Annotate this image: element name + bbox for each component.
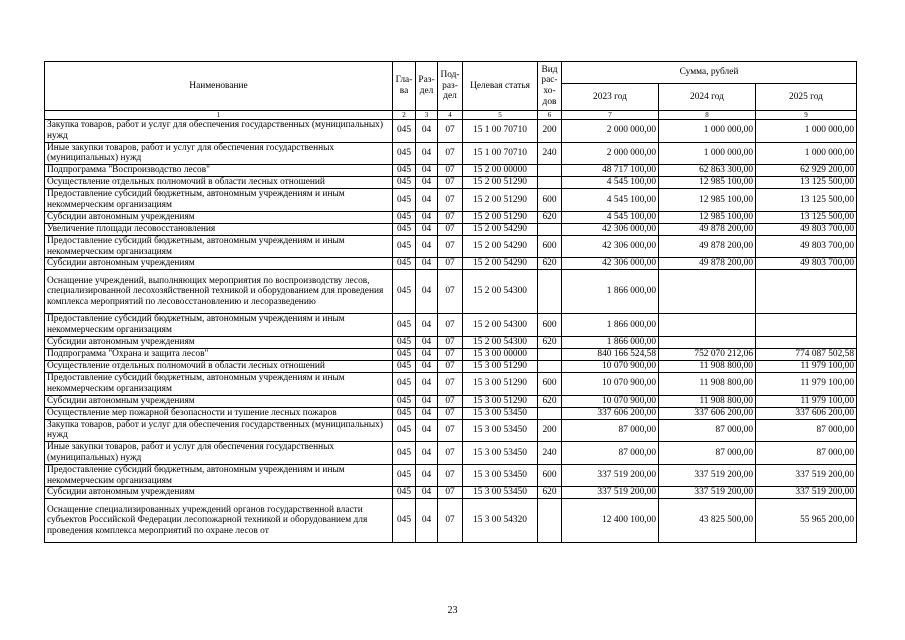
- row-target-article: 15 2 00 54300: [463, 270, 538, 314]
- row-razdel: 04: [416, 211, 438, 223]
- row-glava: 045: [393, 258, 416, 270]
- row-target-article: 15 3 00 53450: [463, 407, 538, 419]
- row-target-article: 15 3 00 53450: [463, 464, 538, 487]
- row-sum-2025: 337 519 200,00: [756, 464, 857, 487]
- row-glava: 045: [393, 360, 416, 372]
- table-row: [45, 464, 857, 487]
- row-razdel: 04: [416, 165, 438, 177]
- table-row: [45, 407, 857, 419]
- row-target-article: 15 2 00 51290: [463, 189, 538, 212]
- row-glava: 045: [393, 235, 416, 258]
- row-razdel: 04: [416, 487, 438, 499]
- row-expense-type: 620: [538, 487, 562, 499]
- row-target-article: 15 2 00 54300: [463, 314, 538, 337]
- row-sum-2024: 49 878 200,00: [659, 258, 756, 270]
- row-expense-type: 200: [538, 120, 562, 143]
- row-razdel: 04: [416, 314, 438, 337]
- row-sum-2024: 49 878 200,00: [659, 223, 756, 235]
- row-razdel: 04: [416, 270, 438, 314]
- row-sum-2025: 1 000 000,00: [756, 120, 857, 143]
- row-sum-2024: 752 070 212,06: [659, 348, 756, 360]
- row-sum-2023: 840 166 524,58: [562, 348, 659, 360]
- row-razdel: 04: [416, 372, 438, 395]
- row-podrazdel: 07: [438, 235, 463, 258]
- row-sum-2023: 10 070 900,00: [562, 395, 659, 407]
- row-sum-2025: [756, 270, 857, 314]
- row-razdel: 04: [416, 177, 438, 189]
- row-podrazdel: 07: [438, 360, 463, 372]
- row-sum-2023: 4 545 100,00: [562, 211, 659, 223]
- row-expense-type: 620: [538, 395, 562, 407]
- row-target-article: 15 1 00 70710: [463, 120, 538, 143]
- column-number: 5: [463, 111, 538, 120]
- row-sum-2025: 55 965 200,00: [756, 499, 857, 543]
- row-expense-type: 600: [538, 314, 562, 337]
- table-row: [45, 314, 857, 337]
- header-row-top: [45, 62, 857, 84]
- table-row: [45, 442, 857, 465]
- table-row: [45, 223, 857, 235]
- header-year-2023: 2023 год: [562, 84, 659, 111]
- row-razdel: 04: [416, 336, 438, 348]
- table-row: [45, 211, 857, 223]
- column-number: 6: [538, 111, 562, 120]
- row-sum-2024: 12 985 100,00: [659, 177, 756, 189]
- table-row: [45, 372, 857, 395]
- row-target-article: 15 3 00 53450: [463, 487, 538, 499]
- row-sum-2024: 337 519 200,00: [659, 464, 756, 487]
- header-vid: Вид рас-хо-дов: [538, 62, 562, 111]
- row-expense-type: [538, 177, 562, 189]
- header-target: Целевая статья: [463, 62, 538, 111]
- row-sum-2023: 87 000,00: [562, 419, 659, 442]
- row-sum-2023: 1 866 000,00: [562, 336, 659, 348]
- table-row: [45, 336, 857, 348]
- row-sum-2023: 1 866 000,00: [562, 314, 659, 337]
- row-sum-2023: 87 000,00: [562, 442, 659, 465]
- row-podrazdel: 07: [438, 177, 463, 189]
- row-podrazdel: 07: [438, 499, 463, 543]
- row-sum-2023: 4 545 100,00: [562, 177, 659, 189]
- row-target-article: 15 3 00 53450: [463, 419, 538, 442]
- row-sum-2023: 1 866 000,00: [562, 270, 659, 314]
- row-glava: 045: [393, 223, 416, 235]
- column-number: 3: [416, 111, 438, 120]
- row-name: Предоставление субсидий бюджетным, автономным учреждениям и иным некоммерческим организациям: [45, 235, 393, 258]
- column-number: 8: [659, 111, 756, 120]
- row-sum-2025: 11 979 100,00: [756, 395, 857, 407]
- row-expense-type: [538, 223, 562, 235]
- row-sum-2025: 13 125 500,00: [756, 211, 857, 223]
- row-glava: 045: [393, 314, 416, 337]
- row-sum-2023: 42 306 000,00: [562, 258, 659, 270]
- row-glava: 045: [393, 142, 416, 165]
- row-sum-2023: 10 070 900,00: [562, 360, 659, 372]
- row-expense-type: 240: [538, 442, 562, 465]
- row-podrazdel: 07: [438, 407, 463, 419]
- row-expense-type: [538, 270, 562, 314]
- table-row: [45, 395, 857, 407]
- row-expense-type: [538, 348, 562, 360]
- row-glava: 045: [393, 270, 416, 314]
- budget-table: [44, 61, 857, 543]
- row-podrazdel: 07: [438, 270, 463, 314]
- row-sum-2023: 4 545 100,00: [562, 189, 659, 212]
- table-row: [45, 360, 857, 372]
- row-razdel: 04: [416, 258, 438, 270]
- row-sum-2024: 12 985 100,00: [659, 189, 756, 212]
- row-razdel: 04: [416, 223, 438, 235]
- row-podrazdel: 07: [438, 487, 463, 499]
- row-sum-2023: 337 519 200,00: [562, 464, 659, 487]
- row-target-article: 15 2 00 54300: [463, 336, 538, 348]
- column-number: 9: [756, 111, 857, 120]
- row-name: Предоставление субсидий бюджетным, автономным учреждениям и иным некоммерческим организациям: [45, 464, 393, 487]
- table-row: [45, 177, 857, 189]
- row-sum-2024: 43 825 500,00: [659, 499, 756, 543]
- row-sum-2023: 10 070 900,00: [562, 372, 659, 395]
- row-expense-type: [538, 499, 562, 543]
- row-target-article: 15 3 00 51290: [463, 372, 538, 395]
- row-glava: 045: [393, 487, 416, 499]
- table-row: [45, 487, 857, 499]
- row-target-article: 15 3 00 51290: [463, 360, 538, 372]
- row-expense-type: 600: [538, 189, 562, 212]
- row-razdel: 04: [416, 360, 438, 372]
- row-sum-2025: 337 606 200,00: [756, 407, 857, 419]
- header-year-2024: 2024 год: [659, 84, 756, 111]
- row-sum-2024: 49 878 200,00: [659, 235, 756, 258]
- header-row-numbers: [45, 111, 857, 120]
- row-glava: 045: [393, 211, 416, 223]
- row-sum-2025: 337 519 200,00: [756, 487, 857, 499]
- row-sum-2024: 11 908 800,00: [659, 372, 756, 395]
- row-expense-type: 600: [538, 372, 562, 395]
- row-podrazdel: 07: [438, 120, 463, 143]
- budget-table-container: [44, 61, 856, 543]
- row-expense-type: 200: [538, 419, 562, 442]
- row-glava: 045: [393, 336, 416, 348]
- row-sum-2024: [659, 314, 756, 337]
- row-name: Закупка товаров, работ и услуг для обеспечения государственных (муниципальных) нужд: [45, 419, 393, 442]
- header-name: Наименование: [45, 62, 393, 111]
- row-expense-type: [538, 165, 562, 177]
- row-podrazdel: 07: [438, 189, 463, 212]
- column-number: 7: [562, 111, 659, 120]
- row-name: Подпрограмма "Охрана и защита лесов": [45, 348, 393, 360]
- row-sum-2025: 87 000,00: [756, 442, 857, 465]
- row-glava: 045: [393, 177, 416, 189]
- row-expense-type: [538, 360, 562, 372]
- row-razdel: 04: [416, 499, 438, 543]
- row-name: Субсидии автономным учреждениям: [45, 336, 393, 348]
- row-sum-2024: [659, 270, 756, 314]
- row-target-article: 15 2 00 51290: [463, 211, 538, 223]
- row-razdel: 04: [416, 348, 438, 360]
- table-row: [45, 120, 857, 143]
- row-name: Субсидии автономным учреждениям: [45, 487, 393, 499]
- column-number: 2: [393, 111, 416, 120]
- table-row: [45, 270, 857, 314]
- row-sum-2025: 11 979 100,00: [756, 360, 857, 372]
- row-target-article: 15 3 00 54320: [463, 499, 538, 543]
- header-glava: Гла-ва: [393, 62, 416, 111]
- row-sum-2024: 62 863 300,00: [659, 165, 756, 177]
- row-sum-2025: [756, 336, 857, 348]
- row-name: Осуществление отдельных полномочий в области лесных отношений: [45, 360, 393, 372]
- row-sum-2024: 1 000 000,00: [659, 120, 756, 143]
- table-body: [45, 120, 857, 543]
- row-target-article: 15 2 00 54290: [463, 235, 538, 258]
- row-sum-2024: [659, 336, 756, 348]
- row-sum-2025: 11 979 100,00: [756, 372, 857, 395]
- row-name: Предоставление субсидий бюджетным, автономным учреждениям и иным некоммерческим организациям: [45, 189, 393, 212]
- row-sum-2023: 337 606 200,00: [562, 407, 659, 419]
- row-podrazdel: 07: [438, 258, 463, 270]
- row-glava: 045: [393, 348, 416, 360]
- row-razdel: 04: [416, 189, 438, 212]
- row-sum-2023: 2 000 000,00: [562, 142, 659, 165]
- row-podrazdel: 07: [438, 223, 463, 235]
- row-podrazdel: 07: [438, 211, 463, 223]
- row-razdel: 04: [416, 419, 438, 442]
- row-glava: 045: [393, 120, 416, 143]
- row-razdel: 04: [416, 120, 438, 143]
- row-expense-type: 600: [538, 464, 562, 487]
- row-podrazdel: 07: [438, 442, 463, 465]
- row-sum-2024: 337 606 200,00: [659, 407, 756, 419]
- row-razdel: 04: [416, 464, 438, 487]
- row-expense-type: 600: [538, 235, 562, 258]
- row-target-article: 15 3 00 53450: [463, 442, 538, 465]
- row-podrazdel: 07: [438, 419, 463, 442]
- row-razdel: 04: [416, 142, 438, 165]
- row-podrazdel: 07: [438, 464, 463, 487]
- row-expense-type: 620: [538, 258, 562, 270]
- row-razdel: 04: [416, 395, 438, 407]
- column-number: 1: [45, 111, 393, 120]
- row-sum-2023: 12 400 100,00: [562, 499, 659, 543]
- row-sum-2024: 11 908 800,00: [659, 395, 756, 407]
- header-sum: Сумма, рублей: [562, 62, 857, 84]
- row-name: Осуществление отдельных полномочий в области лесных отношений: [45, 177, 393, 189]
- row-glava: 045: [393, 442, 416, 465]
- row-name: Осуществление мер пожарной безопасности и тушение лесных пожаров: [45, 407, 393, 419]
- row-expense-type: 620: [538, 336, 562, 348]
- row-sum-2025: 49 803 700,00: [756, 235, 857, 258]
- row-razdel: 04: [416, 235, 438, 258]
- row-name: Субсидии автономным учреждениям: [45, 211, 393, 223]
- row-sum-2024: 87 000,00: [659, 442, 756, 465]
- row-sum-2025: 13 125 500,00: [756, 177, 857, 189]
- row-glava: 045: [393, 464, 416, 487]
- row-expense-type: [538, 407, 562, 419]
- row-razdel: 04: [416, 407, 438, 419]
- table-row: [45, 142, 857, 165]
- row-glava: 045: [393, 419, 416, 442]
- header-razdel: Раз-дел: [416, 62, 438, 111]
- row-sum-2024: 1 000 000,00: [659, 142, 756, 165]
- row-podrazdel: 07: [438, 395, 463, 407]
- row-sum-2025: 62 929 200,00: [756, 165, 857, 177]
- row-sum-2023: 337 519 200,00: [562, 487, 659, 499]
- row-name: Предоставление субсидий бюджетным, автономным учреждениям и иным некоммерческим организациям: [45, 372, 393, 395]
- row-sum-2024: 337 519 200,00: [659, 487, 756, 499]
- row-glava: 045: [393, 499, 416, 543]
- row-name: Иные закупки товаров, работ и услуг для обеспечения государственных (муниципальных) нужд: [45, 442, 393, 465]
- row-glava: 045: [393, 372, 416, 395]
- row-name: Закупка товаров, работ и услуг для обеспечения государственных (муниципальных) нужд: [45, 120, 393, 143]
- table-row: [45, 235, 857, 258]
- row-name: Подпрограмма "Воспроизводство лесов": [45, 165, 393, 177]
- row-sum-2025: 1 000 000,00: [756, 142, 857, 165]
- row-target-article: 15 2 00 00000: [463, 165, 538, 177]
- row-sum-2023: 42 306 000,00: [562, 235, 659, 258]
- header-podrazdel: Под-раз-дел: [438, 62, 463, 111]
- row-name: Увеличение площади лесовосстановления: [45, 223, 393, 235]
- row-podrazdel: 07: [438, 142, 463, 165]
- row-sum-2025: 49 803 700,00: [756, 258, 857, 270]
- row-glava: 045: [393, 189, 416, 212]
- row-podrazdel: 07: [438, 336, 463, 348]
- header-year-2025: 2025 год: [756, 84, 857, 111]
- table-row: [45, 189, 857, 212]
- row-target-article: 15 3 00 00000: [463, 348, 538, 360]
- row-podrazdel: 07: [438, 314, 463, 337]
- row-sum-2024: 12 985 100,00: [659, 211, 756, 223]
- row-name: Субсидии автономным учреждениям: [45, 258, 393, 270]
- column-number: 4: [438, 111, 463, 120]
- row-target-article: 15 2 00 54290: [463, 223, 538, 235]
- row-name: Субсидии автономным учреждениям: [45, 395, 393, 407]
- row-sum-2023: 2 000 000,00: [562, 120, 659, 143]
- row-name: Предоставление субсидий бюджетным, автономным учреждениям и иным некоммерческим организациям: [45, 314, 393, 337]
- row-sum-2024: 11 908 800,00: [659, 360, 756, 372]
- row-sum-2023: 48 717 100,00: [562, 165, 659, 177]
- row-name: Оснащение специализированных учреждений органов государственной власти субъектов Российской Федерации лесопожарной техникой и оборудованием для проведения комплекса мероприятий по охране лесов от: [45, 499, 393, 543]
- table-row: [45, 419, 857, 442]
- row-name: Иные закупки товаров, работ и услуг для обеспечения государственных (муниципальных) нужд: [45, 142, 393, 165]
- row-target-article: 15 2 00 54290: [463, 258, 538, 270]
- row-glava: 045: [393, 395, 416, 407]
- row-podrazdel: 07: [438, 348, 463, 360]
- row-sum-2023: 42 306 000,00: [562, 223, 659, 235]
- row-sum-2025: 774 087 502,58: [756, 348, 857, 360]
- row-sum-2025: 49 803 700,00: [756, 223, 857, 235]
- row-sum-2025: 87 000,00: [756, 419, 857, 442]
- table-row: [45, 258, 857, 270]
- row-podrazdel: 07: [438, 165, 463, 177]
- row-glava: 045: [393, 165, 416, 177]
- row-expense-type: 240: [538, 142, 562, 165]
- row-glava: 045: [393, 407, 416, 419]
- row-name: Оснащение учреждений, выполняющих мероприятия по воспроизводству лесов, специализированной лесохозяйственной техникой и оборудованием для проведения комплекса мероприятий по лесовосстановлению и лесоразведению: [45, 270, 393, 314]
- row-sum-2024: 87 000,00: [659, 419, 756, 442]
- row-razdel: 04: [416, 442, 438, 465]
- table-row: [45, 499, 857, 543]
- row-sum-2025: [756, 314, 857, 337]
- row-expense-type: 620: [538, 211, 562, 223]
- row-target-article: 15 3 00 51290: [463, 395, 538, 407]
- row-target-article: 15 1 00 70710: [463, 142, 538, 165]
- row-podrazdel: 07: [438, 372, 463, 395]
- row-target-article: 15 2 00 51290: [463, 177, 538, 189]
- table-row: [45, 348, 857, 360]
- table-row: [45, 165, 857, 177]
- page-number: 23: [447, 605, 458, 616]
- row-sum-2025: 13 125 500,00: [756, 189, 857, 212]
